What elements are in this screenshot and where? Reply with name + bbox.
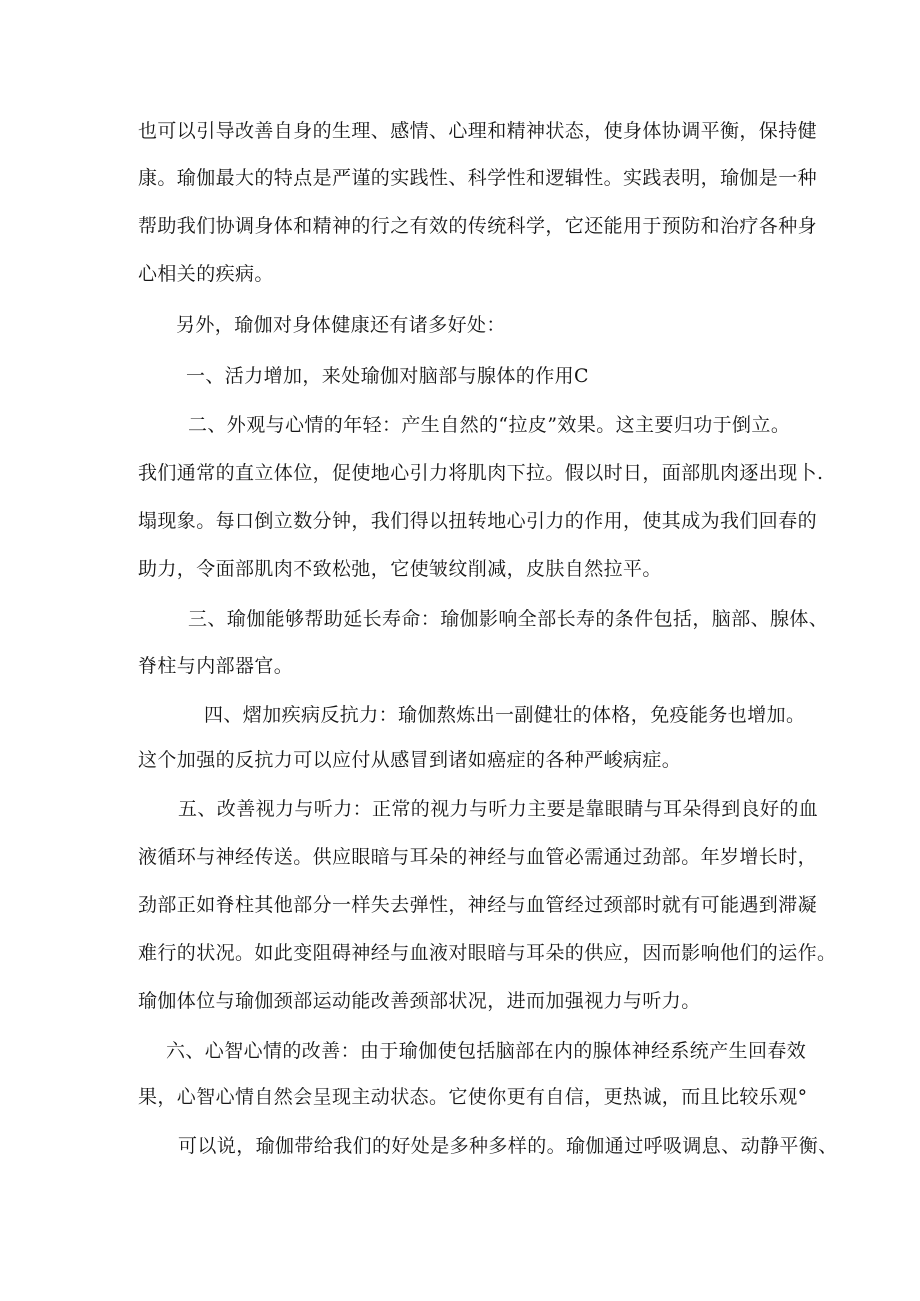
text-line: 脊柱与内部器官。 bbox=[138, 655, 294, 677]
text-line: 塌现象。每口倒立数分钟，我们得以扭转地心引力的作用，使其成为我们回春的 bbox=[138, 510, 818, 532]
text-line: 心相关的疾病。 bbox=[138, 263, 274, 285]
text-line: 康。瑜伽最大的特点是严谨的实践性、科学性和逻辑性。实践表明，瑜伽是一种 bbox=[138, 167, 818, 189]
text-line: 我们通常的直立体位，促使地心引力将肌肉下拉。假以时日，面部肌肉逐出现卜. bbox=[138, 462, 824, 484]
text-line: 五、改善视力与听力：正常的视力与听力主要是靠眼睛与耳朵得到良好的血 bbox=[178, 798, 819, 820]
text-line: 二、外观与心情的年轻：产生自然的“拉皮”效果。这主要归功于倒立。 bbox=[188, 414, 791, 436]
text-line: 这个加强的反抗力可以应付从感冒到诸如癌症的各种严峻病症。 bbox=[138, 749, 682, 771]
text-line: 难行的状况。如此变阻碍神经与血液对眼暗与耳朵的供应，因而影响他们的运作。 bbox=[138, 942, 837, 964]
text-line: 另外，瑜伽对身体健康还有诸多好处： bbox=[176, 314, 506, 336]
text-line: 液循环与神经传送。供应眼暗与耳朵的神经与血管必需通过劲部。年岁增长时， bbox=[138, 846, 818, 868]
text-line: 可以说，瑜伽带给我们的好处是多种多样的。瑜伽通过呼吸调息、动静平衡、 bbox=[178, 1135, 838, 1157]
text-line: 帮助我们协调身体和精神的行之有效的传统科学，它还能用于预防和治疗各种身 bbox=[138, 215, 818, 237]
text-line: 三、瑜伽能够帮助延长寿命：瑜伽影响全部长寿的条件包括，脑部、腺体、 bbox=[188, 608, 829, 630]
text-line: 劲部正如脊柱其他部分一样失去弹性，神经与血管经过颈部时就有可能遇到滞凝 bbox=[138, 894, 818, 916]
text-line: 瑜伽体位与瑜伽颈部运动能改善颈部状况，进而加强视力与听力。 bbox=[138, 990, 701, 1012]
text-line: 果，心智心情自然会呈现主动状态。它使你更有自信，更热诚，而且比较乐观° bbox=[138, 1086, 808, 1108]
text-line: 四、熠加疾病反抗力：瑜伽熬炼出一副健壮的体格，免疫能务也增加。 bbox=[204, 704, 806, 726]
text-line: 六、心智心情的改善：由于瑜伽使包括脑部在内的腺体神经系统产生回春效 bbox=[166, 1040, 807, 1062]
text-line: 也可以引导改善自身的生理、感情、心理和精神状态，使身体协调平衡，保持健 bbox=[138, 120, 818, 142]
text-line: 助力，令面部肌肉不致松弛，它使皱纹削减，皮肤自然拉平。 bbox=[138, 558, 662, 580]
text-line: 一、活力增加，来处瑜伽对脑部与腺体的作用C bbox=[186, 365, 589, 387]
